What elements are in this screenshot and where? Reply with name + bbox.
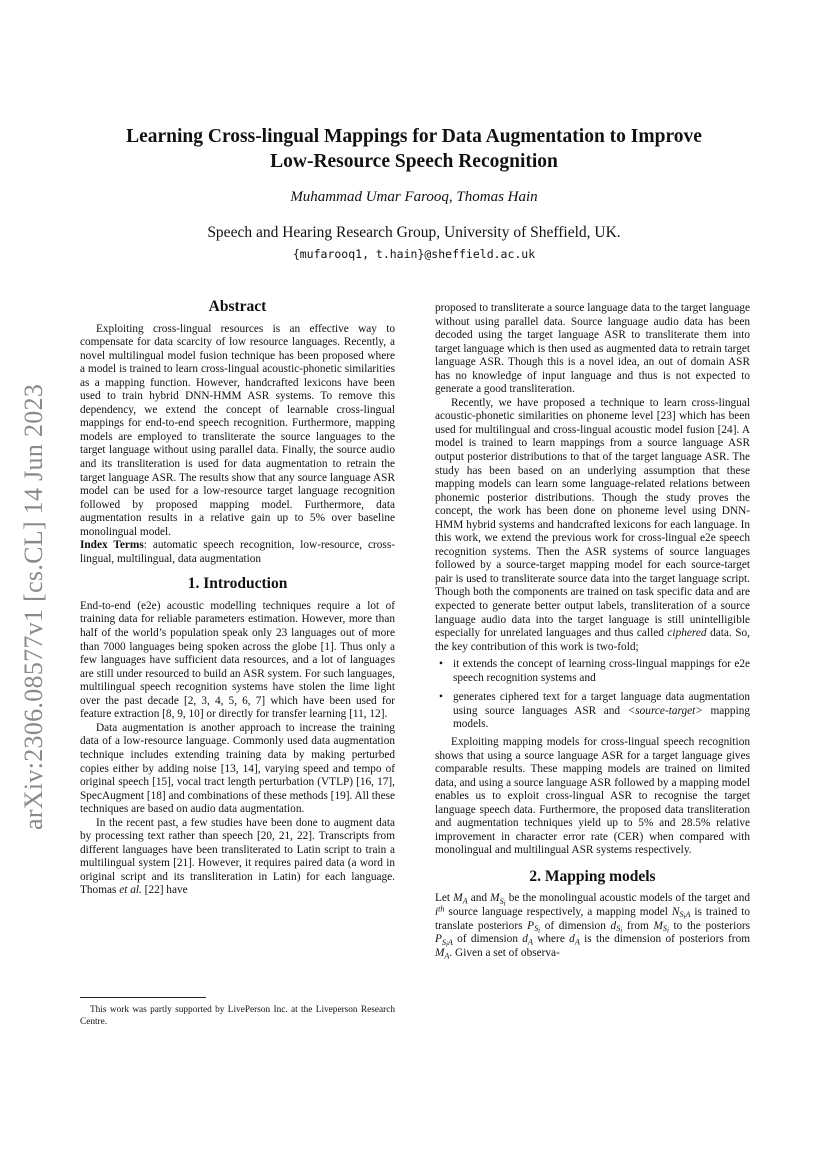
intro-paragraph-1: End-to-end (e2e) acoustic modelling techniques require a lot of training data for reliable parameters estimation. However, more than half of the world’s population speak only 23 languages out of more than 7000 languages being spoken across the globe [1]. Thus only a few languages have sufficient data resources, and a lot of languages are still under resourced to build an ASR system. For such languages, multilingual speech recognition systems have stolen the lime light over the past decade [2, 3, 4, 5, 6, 7] which have been used for feature extraction [8, 9, 10] or directly for transfer learning [11, 12]. (80, 599, 395, 721)
intro-heading: 1. Introduction (187, 575, 288, 593)
left-column (80, 300, 395, 898)
arxiv-identifier: arXiv:2306.08577v1 [cs.CL] 14 Jun 2023 (19, 383, 48, 830)
intro-p3-etal: et al. (119, 884, 142, 897)
intro-p3-text-b: [22] have (141, 884, 188, 897)
right-p2-text-b: data. So, the key contribution of this work is two-fold; (435, 627, 751, 653)
mapping-paragraph-1: Let $M_A$ and $M_{S_i}$ be the monolingual acoustic models of the target and $i^{th}$ source language respectively, a mapping model $N_{S_iA}$ is trained to translate posteriors $P_{S_i}$ of dimension $d_{S_i}$ from $M_{S_i}$ to the posteriors $P_{S_iA}$ of dimension $d_A$ where $d_A$ is the dimension of posteriors from $M_A$. Given a set of observa- (435, 892, 751, 961)
footnote-text: This work was partly supported by LivePerson Inc. at the Liveperson Research Centre. (80, 1005, 395, 1027)
footnote-rule (80, 997, 206, 998)
right-paragraph-2 (435, 397, 750, 654)
email[interactable]: {mufarooq1, t.hain}@sheffield.ac.uk (292, 247, 536, 261)
bullet-2-text-b: mapping models. (453, 704, 751, 731)
right-paragraph-1: proposed to transliterate a source language data to the target language without using parallel data. Source language audio data has been decoded using the target language ASR to transliterate them into target language which is then used as augmented data to retrain target language ASR. Though this is a novel idea, an out of domain ASR has no knowledge of input language and thus is not expected to generate a good transliteration. (435, 302, 750, 396)
paper-title (80, 124, 748, 174)
abstract-heading: Abstract (208, 298, 267, 315)
title-line-2: Low-Resource Speech Recognition (270, 151, 558, 172)
right-paragraph-3: Exploiting mapping models for cross-lingual speech recognition shows that using a source language ASR for a target language gives comparable results. These mapping models are trained on limited data, and using a source language ASR followed by a mapping model enables us to exploit cross-lingual ASR to recognise the target language speech data. Furthermore, the proposed data transliteration and augmentation techniques yield up to 5% and 28.5% relative improvement in character error rate (CER) when compared with monolingual and multilingual ASR systems respectively. (435, 735, 750, 857)
index-terms (80, 539, 395, 566)
index-terms-label: Index Terms (80, 539, 144, 552)
abstract-text: Exploiting cross-lingual resources is an effective way to compensate for data scarcity of low resource languages. Recently, a novel multilingual model fusion technique has been proposed where a model is trained to learn cross-lingual acoustic-phonetic similarities as a mapping function. However, handcrafted lexicons have been used to train hybrid DNN-HMM ASR systems. To remove this dependency, we extend the concept of learnable cross-lingual mappings for end-to-end speech recognition. Furthermore, mapping models are employed to transliterate the source languages to the target language without using parallel data. Finally, the source audio and its transliteration is used for data augmentation to retrain the target language ASR. The results show that any source language ASR model can be used for a low-resource target language recognition followed by proposed mapping model. Furthermore, data augmentation results in a relative gain up to 5% over baseline monolingual model. (80, 322, 395, 538)
bullet-2-text-a: generates ciphered text for a target language data augmentation using source languages ASR and (453, 691, 750, 717)
bullet-dot-icon: • (439, 691, 443, 704)
intro-p3-text-a: In the recent past, a few studies have been done to augment data by processing text rather than speech [20, 21, 22]. Transcripts from different languages have been transliterated to Latin script to train a multilingual system [21]. However, it requires paired data (a word in original script and its transliteration in Latin) for each language. Thomas (80, 816, 395, 897)
affiliation: Speech and Hearing Research Group, University of Sheffield, UK. (207, 224, 621, 241)
bullet-dot-icon: • (439, 658, 443, 671)
bullet-1-text: it extends the concept of learning cross-lingual mappings for e2e speech recognition systems and (453, 658, 750, 684)
contribution-bullet-1 (435, 658, 750, 685)
footnote (80, 997, 395, 1028)
contribution-bullet-2 (435, 691, 750, 732)
authors: Muhammad Umar Farooq, Thomas Hain (290, 189, 538, 205)
right-p2-text-a: Recently, we have proposed a technique to learn cross-lingual acoustic-phonetic similarities on phoneme level [23] which has been used for multilingual and cross-lingual acoustic model fusion [24]. A model is trained to learn mappings from a source language ASR output posterior distributions to that of the target language ASR. The study has been based on an underlying assumption that these mapping models can learn some language-related relations between phonemic posterior distributions. Though the study proves the concept, the work has been done on phoneme level using DNN-HMM hybrid systems and handcrafted lexicons for each language. In this work, we extend the previous work for cross-lingual e2e speech recognition systems. Then the ASR systems of source languages followed by a source-target mapping model for each source-target pair is used to transliterate source data into the target language script. Though both the components are trained on task specific data and are expected to generate better output labels, transliteration of a source language audio data into the target language is still unintelligible especially for unrelated languages and thus called (435, 396, 750, 640)
index-terms-text: : automatic speech recognition, low-resource, cross-lingual, multilingual, data augmentation (80, 539, 395, 565)
title-line-1: Learning Cross-lingual Mappings for Data Augmentation to Improve (126, 126, 702, 147)
mapping-heading: 2. Mapping models (529, 867, 656, 885)
bullet-2-source-target: <source-target> (627, 704, 703, 717)
right-p2-ciphered: ciphered (667, 627, 707, 640)
intro-paragraph-3 (80, 817, 395, 898)
intro-paragraph-2: Data augmentation is another approach to increase the training data of a low-resource language. Commonly used data augmentation technique includes extending training data by making perturbed copies either by adding noise [13, 14], varying speed and tempo of original speech [15], vocal tract length perturbation (VTLP) [16, 17], SpecAugment [18] and combinations of these methods [19]. All these techniques are based on audio data augmentation. (80, 721, 395, 816)
right-column (435, 302, 750, 960)
